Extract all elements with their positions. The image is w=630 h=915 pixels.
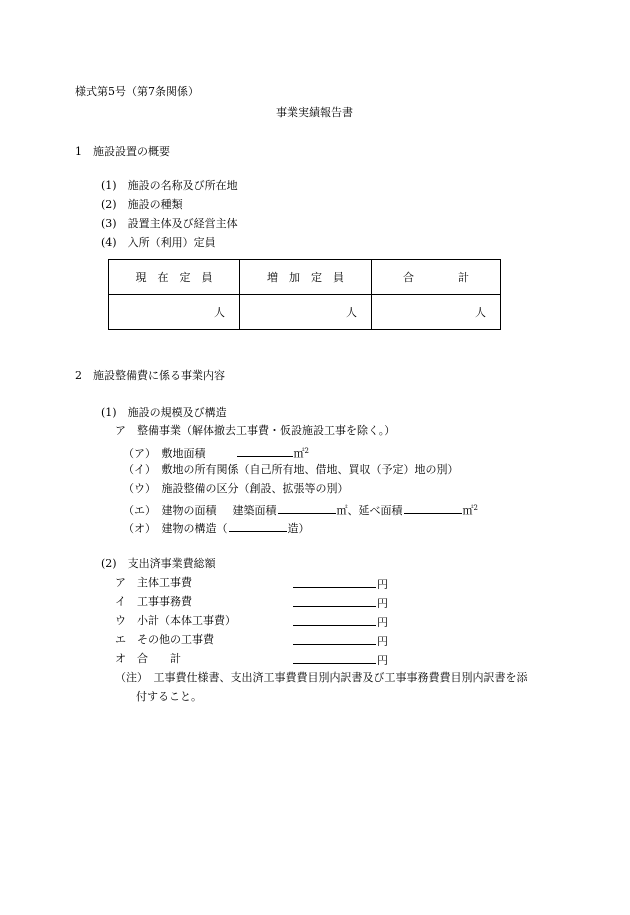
structure-blank	[229, 520, 287, 532]
amount-blank	[293, 595, 376, 607]
site-ownership-row: （イ） 敷地の所有関係（自己所有地、借地、買収（予定）地の別）	[123, 463, 459, 476]
note-line-1: （注） 工事費仕様書、支出済工事費費目別内訳書及び工事事務費費目別内訳書を添	[115, 671, 528, 684]
section1-item-operator: (3) 設置主体及び経営主体	[101, 217, 238, 230]
amount-blank	[293, 652, 376, 664]
capacity-table	[108, 259, 501, 330]
sqm-unit: ㎡	[293, 447, 305, 460]
increase-capacity-unit: 人	[240, 295, 372, 330]
amount-blank	[293, 633, 376, 645]
total-capacity-unit: 人	[372, 295, 501, 330]
main-construction-cost-label: ア 主体工事費	[115, 576, 192, 589]
building-area-label: （エ） 建物の面積	[123, 504, 217, 517]
building-structure-row	[123, 520, 310, 536]
section2-sub2-heading: (2) 支出済事業費総額	[101, 557, 216, 570]
header-increase-capacity: 増 加 定 員	[240, 260, 372, 295]
current-capacity-unit: 人	[109, 295, 240, 330]
yen-unit: 円	[377, 635, 388, 648]
capacity-header-row	[109, 260, 501, 295]
sqm-superscript-2: 2	[473, 504, 478, 512]
admin-cost-field	[292, 595, 388, 611]
header-current-capacity: 現 在 定 員	[109, 260, 240, 295]
sqm-superscript: 2	[304, 447, 309, 455]
site-area-blank	[237, 445, 293, 457]
construction-area-blank	[278, 502, 336, 514]
total-cost-field	[292, 652, 388, 668]
building-area-row	[123, 501, 478, 518]
other-cost-label: エ その他の工事費	[115, 633, 214, 646]
section2-sub1-heading: (1) 施設の規模及び構造	[101, 406, 227, 419]
subtotal-label: ウ 小計（本体工事費）	[115, 614, 236, 627]
site-area-row	[123, 444, 309, 461]
section1-item-capacity: (4) 入所（利用）定員	[101, 236, 216, 249]
amount-blank	[293, 576, 376, 588]
yen-unit: 円	[377, 654, 388, 667]
structure-label: （オ） 建物の構造（	[123, 522, 228, 535]
other-cost-field	[292, 633, 388, 649]
section1-item-type: (2) 施設の種類	[101, 198, 183, 211]
floor-area-blank	[404, 502, 462, 514]
yen-unit: 円	[377, 578, 388, 591]
subtotal-field	[292, 614, 388, 630]
site-area-label: （ア） 敷地面積	[123, 447, 206, 460]
section1-heading: 1 施設設置の概要	[75, 145, 170, 158]
yen-unit: 円	[377, 597, 388, 610]
amount-blank	[293, 614, 376, 626]
section1-item-name-location: (1) 施設の名称及び所在地	[101, 179, 238, 192]
construction-area-label: 建築面積	[232, 504, 277, 517]
sqm-unit-2: ㎡	[462, 504, 474, 517]
development-category-row: （ウ） 施設整備の区分（創設、拡張等の別）	[123, 482, 349, 495]
form-number: 様式第5号（第7条関係）	[75, 85, 199, 98]
floor-area-label: ㎡、延べ面積	[336, 504, 403, 517]
improvement-project-heading: ア 整備事業（解体撤去工事費・仮設施設工事を除く。）	[115, 424, 396, 437]
admin-cost-label: イ 工事事務費	[115, 595, 192, 608]
total-cost-label: オ 合 計	[115, 652, 181, 665]
header-total: 合 計	[372, 260, 501, 295]
main-construction-cost-field	[292, 576, 388, 592]
page-title: 事業実績報告書	[276, 106, 353, 119]
yen-unit: 円	[377, 616, 388, 629]
section2-heading: 2 施設整備費に係る事業内容	[75, 369, 225, 382]
capacity-value-row	[109, 295, 501, 330]
structure-suffix: 造）	[287, 522, 310, 535]
note-line-2: 付すること。	[136, 690, 202, 703]
